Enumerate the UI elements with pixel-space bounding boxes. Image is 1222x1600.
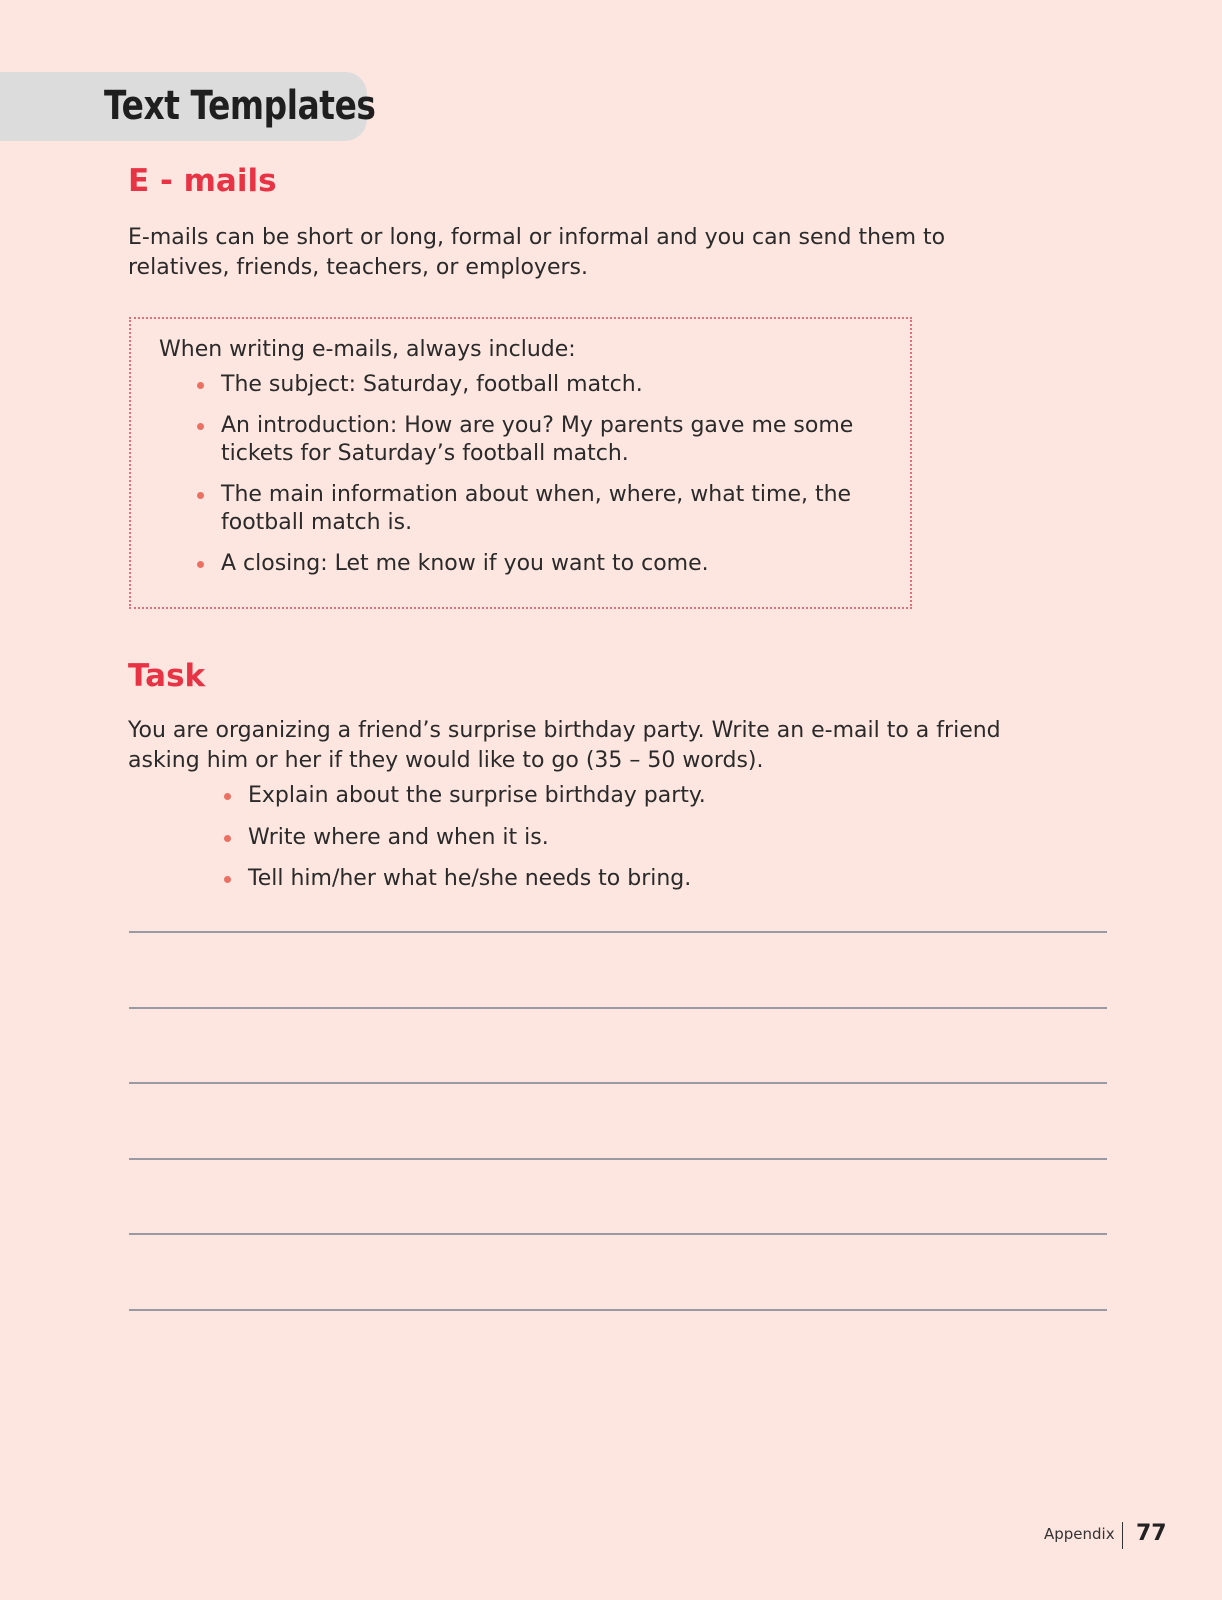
emails-heading: E - mails: [128, 163, 277, 199]
info-box-list: [193, 371, 883, 590]
writing-line[interactable]: [129, 1309, 1107, 1311]
writing-line[interactable]: [129, 1158, 1107, 1160]
writing-line[interactable]: [129, 1233, 1107, 1235]
task-list: [220, 782, 1020, 907]
list-item: Explain about the surprise birthday party.: [220, 782, 1020, 811]
list-item: Tell him/her what he/she needs to bring.: [220, 865, 1020, 894]
list-item: An introduction: How are you? My parents gave me some tickets for Saturday’s football match.: [193, 412, 883, 469]
emails-intro: E-mails can be short or long, formal or informal and you can send them to relatives, friends, teachers, or employers.: [128, 225, 946, 280]
writing-line[interactable]: [129, 931, 1107, 933]
writing-line[interactable]: [129, 1082, 1107, 1084]
page-title: Text Templates: [104, 83, 376, 129]
writing-line[interactable]: [129, 1007, 1107, 1009]
list-item: The main information about when, where, what time, the football match is.: [193, 481, 883, 538]
list-item: A closing: Let me know if you want to come.: [193, 550, 883, 579]
footer-label: Appendix: [1044, 1525, 1115, 1543]
footer-divider: [1122, 1522, 1123, 1549]
info-box: [129, 317, 912, 609]
task-heading: Task: [128, 658, 206, 694]
list-item: Write where and when it is.: [220, 824, 1020, 853]
task-text: You are organizing a friend’s surprise birthday party. Write an e-mail to a friend asking him or her if they would like to go (35 – 50 words).: [128, 718, 1001, 773]
info-box-lead: When writing e-mails, always include:: [159, 337, 576, 362]
page-number: 77: [1136, 1521, 1167, 1546]
list-item: The subject: Saturday, football match.: [193, 371, 883, 400]
